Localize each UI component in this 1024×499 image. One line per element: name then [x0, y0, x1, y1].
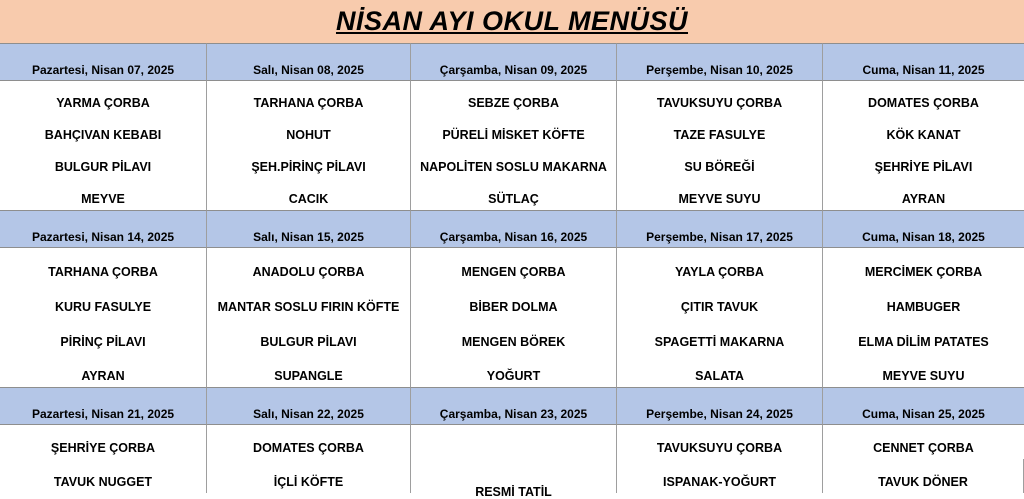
menu-item[interactable]: SU BÖREĞİ — [617, 146, 823, 178]
menu-item[interactable]: ŞEHRİYE PİLAVI — [823, 146, 1024, 178]
menu-item[interactable]: PİRİNÇ PİLAVI — [0, 318, 207, 353]
menu-item[interactable]: BULGUR PİLAVI — [207, 318, 411, 353]
menu-item[interactable]: MENGEN ÇORBA — [411, 248, 617, 283]
day-header[interactable]: Pazartesi, Nisan 07, 2025 — [0, 43, 207, 81]
menu-item[interactable]: TAVUKSUYU ÇORBA — [617, 425, 823, 459]
menu-item[interactable]: CENNET ÇORBA — [823, 425, 1024, 459]
day-header[interactable]: Salı, Nisan 22, 2025 — [207, 387, 411, 425]
menu-item[interactable]: NAPOLİTEN SOSLU MAKARNA — [411, 146, 617, 178]
menu-item[interactable]: MANTAR SOSLU FIRIN KÖFTE — [207, 283, 411, 318]
menu-item[interactable]: DOMATES ÇORBA — [207, 425, 411, 459]
menu-item[interactable]: PÜRELİ MİSKET KÖFTE — [411, 114, 617, 146]
menu-item[interactable]: SÜTLAÇ — [411, 178, 617, 210]
menu-item[interactable]: SUPANGLE — [207, 353, 411, 387]
day-header[interactable]: Çarşamba, Nisan 16, 2025 — [411, 210, 617, 248]
menu-item[interactable]: YOĞURT — [411, 353, 617, 387]
menu-item[interactable]: MENGEN BÖREK — [411, 318, 617, 353]
day-header[interactable]: Salı, Nisan 08, 2025 — [207, 43, 411, 81]
day-header[interactable]: Pazartesi, Nisan 14, 2025 — [0, 210, 207, 248]
menu-item[interactable]: MEYVE — [0, 178, 207, 210]
holiday-cell[interactable] — [411, 425, 617, 499]
menu-item[interactable]: KURU FASULYE — [0, 283, 207, 318]
menu-item[interactable]: AYRAN — [823, 178, 1024, 210]
menu-item[interactable]: ELMA DİLİM PATATES — [823, 318, 1024, 353]
day-header[interactable]: Pazartesi, Nisan 21, 2025 — [0, 387, 207, 425]
menu-item[interactable]: CACIK — [207, 178, 411, 210]
menu-item[interactable]: BAHÇIVAN KEBABI — [0, 114, 207, 146]
menu-item[interactable]: MEYVE SUYU — [823, 353, 1024, 387]
page-title: NİSAN AYI OKUL MENÜSÜ — [335, 6, 689, 36]
menu-grid — [0, 43, 1024, 499]
menu-item[interactable]: İÇLİ KÖFTE — [207, 459, 411, 493]
menu-item[interactable]: TAZE FASULYE — [617, 114, 823, 146]
menu-item[interactable]: TAVUKSUYU ÇORBA — [617, 81, 823, 114]
menu-item[interactable]: AYRAN — [0, 353, 207, 387]
menu-item[interactable]: TAVUK NUGGET — [0, 459, 207, 493]
menu-item[interactable]: ŞEH.PİRİNÇ PİLAVI — [207, 146, 411, 178]
menu-item[interactable]: TARHANA ÇORBA — [0, 248, 207, 283]
day-header[interactable]: Cuma, Nisan 11, 2025 — [823, 43, 1024, 81]
day-header[interactable]: Çarşamba, Nisan 23, 2025 — [411, 387, 617, 425]
menu-item[interactable]: ÇITIR TAVUK — [617, 283, 823, 318]
menu-item[interactable]: ŞEHRİYE ÇORBA — [0, 425, 207, 459]
menu-item[interactable]: KÖK KANAT — [823, 114, 1024, 146]
menu-item[interactable]: TARHANA ÇORBA — [207, 81, 411, 114]
menu-item[interactable]: MERCİMEK ÇORBA — [823, 248, 1024, 283]
menu-item[interactable]: HAMBUGER — [823, 283, 1024, 318]
holiday-label: RESMİ TATİL — [475, 485, 552, 499]
menu-item[interactable]: SEBZE ÇORBA — [411, 81, 617, 114]
menu-item[interactable]: BİBER DOLMA — [411, 283, 617, 318]
day-header[interactable]: Perşembe, Nisan 24, 2025 — [617, 387, 823, 425]
day-header[interactable]: Çarşamba, Nisan 09, 2025 — [411, 43, 617, 81]
menu-item[interactable]: SPAGETTİ MAKARNA — [617, 318, 823, 353]
menu-item[interactable]: NOHUT — [207, 114, 411, 146]
menu-item[interactable]: ISPANAK-YOĞURT — [617, 459, 823, 493]
menu-item[interactable]: TAVUK DÖNER — [823, 459, 1024, 493]
menu-item[interactable]: DOMATES ÇORBA — [823, 81, 1024, 114]
day-header[interactable]: Salı, Nisan 15, 2025 — [207, 210, 411, 248]
menu-item[interactable]: YAYLA ÇORBA — [617, 248, 823, 283]
menu-item[interactable]: BULGUR PİLAVI — [0, 146, 207, 178]
day-header[interactable]: Cuma, Nisan 25, 2025 — [823, 387, 1024, 425]
title-bar — [0, 0, 1024, 44]
menu-item[interactable]: ANADOLU ÇORBA — [207, 248, 411, 283]
day-header[interactable]: Perşembe, Nisan 17, 2025 — [617, 210, 823, 248]
day-header[interactable]: Perşembe, Nisan 10, 2025 — [617, 43, 823, 81]
menu-item[interactable]: YARMA ÇORBA — [0, 81, 207, 114]
menu-item[interactable]: SALATA — [617, 353, 823, 387]
menu-item[interactable]: MEYVE SUYU — [617, 178, 823, 210]
day-header[interactable]: Cuma, Nisan 18, 2025 — [823, 210, 1024, 248]
